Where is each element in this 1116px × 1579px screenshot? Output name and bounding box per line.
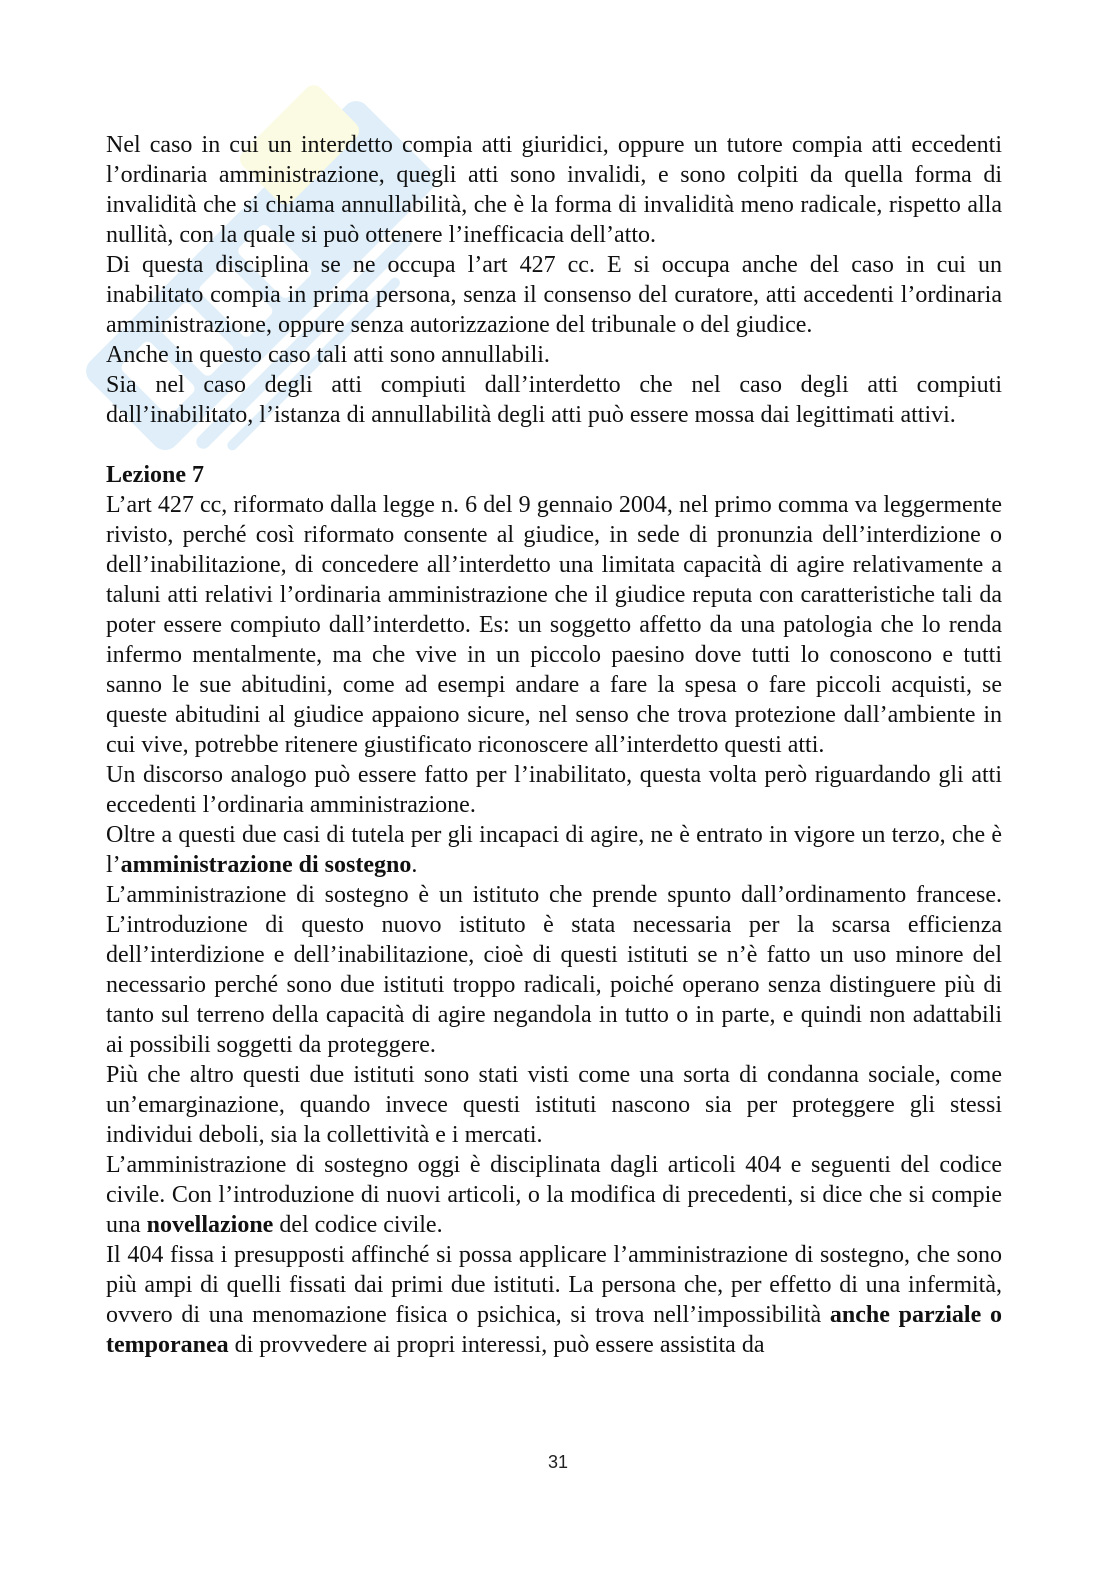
paragraph-articoli-404 — [106, 1150, 1002, 1240]
paragraph-legittimati-attivi: Sia nel caso degli atti compiuti dall’interdetto che nel caso degli atti compiuti dall’inabilitato, l’istanza di annullabilità degli atti può essere mossa dai legittimati attivi. — [106, 372, 1002, 428]
text-run: del codice civile. — [273, 1212, 443, 1238]
page-number: 31 — [547, 1452, 569, 1472]
text-run: . — [411, 852, 418, 878]
paragraph-ordinamento-francese: L’amministrazione di sostegno è un istituto che prende spunto dall’ordinamento francese. L’introduzione di questo nuovo istituto è stata necessaria per la scarsa efficienza dell’interdizione e dell’inabilitazione, cioè di questi istituti se n’è fatto un uso minore del necessario perché sono due istituti troppo radicali, poiché operano senza distinguere più di tanto sul terreno della capacità di agire negandola in tutto o in parte, e quindi non adattabili ai possibili soggetti da proteggere. — [106, 882, 1002, 1058]
paragraph-riforma-2004: L’art 427 cc, riformato dalla legge n. 6 del 9 gennaio 2004, nel primo comma va leggermente rivisto, perché così riformato consente al giudice, in sede di pronunzia dell’interdizione o dell’inabilitazione, di concedere all’interdetto una limitata capacità di agire relativamente a taluni atti relativi l’ordinaria amministrazione che il giudice reputa con caratteristiche tali da poter essere compiuto dall’interdetto. Es: un soggetto affetto da una patologia che lo renda infermo mentalmente, ma che vive in un piccolo paesino dove tutti lo conoscono e tutti sanno le sue abitudini, come ad esempi andare a fare la spesa o fare piccoli acquisti, se queste abitudini al giudice appaiono sicure, nel senso che trova protezione dall’ambiente in cui vive, potrebbe ritenere giustificato riconoscere all’interdetto questi atti. — [106, 492, 1002, 758]
section-heading: Lezione 7 — [106, 462, 204, 488]
document-body — [106, 130, 1002, 1360]
bold-term-novellazione: novellazione — [146, 1212, 274, 1238]
text-run: L’amministrazione di sostegno oggi è disciplinata dagli articoli 404 e seguenti del codice civile. Con l’introduzione di nuovi articoli, o la modifica di precedenti, si dice che si compie una — [106, 1152, 1002, 1238]
paragraph-art-427: Di questa disciplina se ne occupa l’art 427 cc. E si occupa anche del caso in cui un inabilitato compia in prima persona, senza il consenso del curatore, atti accedenti l’ordinaria amministrazione, oppure senza autorizzazione del tribunale o del giudice. — [106, 252, 1002, 338]
paragraph-inabilitato: Un discorso analogo può essere fatto per l’inabilitato, questa volta però riguardando gli atti eccedenti l’ordinaria amministrazione. — [106, 762, 1002, 818]
paragraph-condanna-sociale: Più che altro questi due istituti sono stati visti come una sorta di condanna sociale, come un’emarginazione, quando invece questi istituti nascono sia per proteggere gli stessi individui deboli, sia la collettività e i mercati. — [106, 1062, 1002, 1148]
text-run: di provvedere ai propri interessi, può essere assistita da — [228, 1332, 765, 1358]
paragraph-terzo-caso — [106, 820, 1002, 880]
text-run: Oltre a questi due casi di tutela per gli incapaci di agire, ne è entrato in vigore un terzo, che è l’ — [106, 822, 1002, 878]
bold-term-parziale-temporanea: anche parziale o temporanea — [106, 1302, 1002, 1358]
bold-term-amministrazione-di-sostegno: amministrazione di sostegno — [120, 852, 412, 878]
paragraph-presupposti — [106, 1240, 1002, 1360]
text-run: Il 404 fissa i presupposti affinché si possa applicare l’amministrazione di sostegno, che sono più ampi di quelli fissati dai primi due istituti. La persona che, per effetto di una infermità, ovvero di una menomazione fisica o psichica, si trova nell’impossibilità — [106, 1242, 1002, 1328]
paragraph-atti-annullabili: Anche in questo caso tali atti sono annullabili. — [106, 342, 550, 368]
paragraph-interdetto-annullabilita: Nel caso in cui un interdetto compia atti giuridici, oppure un tutore compia atti eccedenti l’ordinaria amministrazione, quegli atti sono invalidi, e sono colpiti da quella forma di invalidità che si chiama annullabilità, che è la forma di invalidità meno radicale, rispetto alla nullità, con la quale si può ottenere l’inefficacia dell’atto. — [106, 132, 1002, 248]
